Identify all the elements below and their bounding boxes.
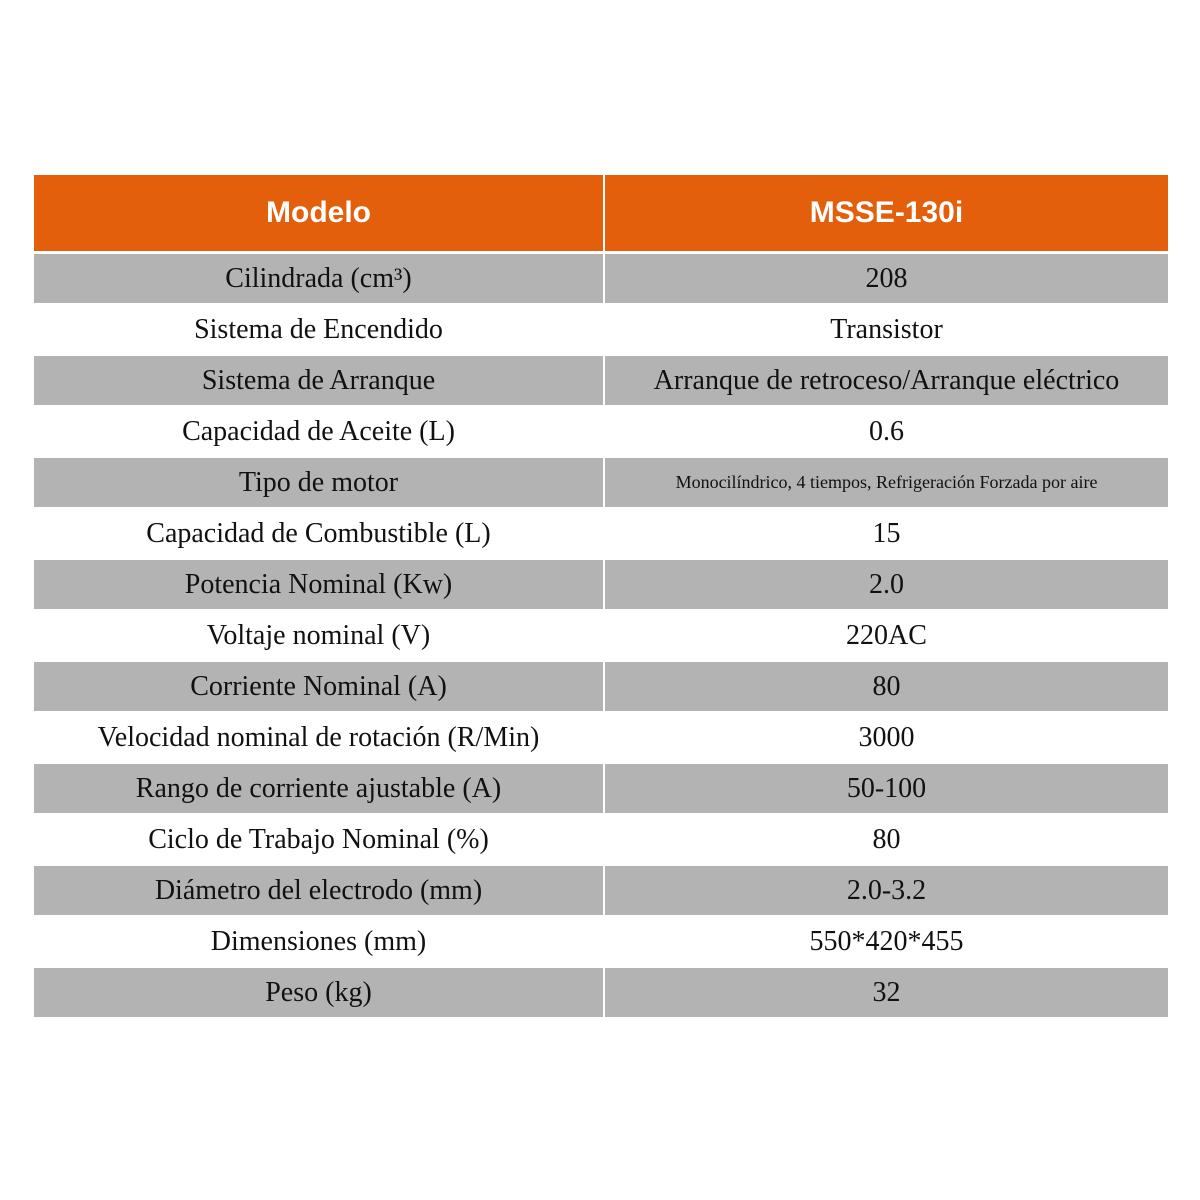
table-row [34,610,1168,661]
spec-table [34,175,1168,1017]
table-row [34,508,1168,559]
table-row [34,865,1168,916]
spec-value: 80 [604,814,1168,865]
spec-label: Capacidad de Combustible (L) [34,508,604,559]
spec-label: Voltaje nominal (V) [34,610,604,661]
table-row [34,916,1168,967]
spec-label: Tipo de motor [34,457,604,508]
spec-label: Sistema de Encendido [34,304,604,355]
spec-label: Capacidad de Aceite (L) [34,406,604,457]
spec-value: Transistor [604,304,1168,355]
table-row [34,304,1168,355]
spec-value: 15 [604,508,1168,559]
spec-value: 220AC [604,610,1168,661]
spec-value: 50-100 [604,763,1168,814]
spec-value: 80 [604,661,1168,712]
table-row [34,967,1168,1017]
table-row [34,661,1168,712]
spec-value: 2.0-3.2 [604,865,1168,916]
header-label: Modelo [34,175,604,253]
spec-label: Peso (kg) [34,967,604,1017]
spec-label: Potencia Nominal (Kw) [34,559,604,610]
table-row [34,253,1168,305]
spec-value: 208 [604,253,1168,305]
spec-label: Sistema de Arranque [34,355,604,406]
spec-label: Velocidad nominal de rotación (R/Min) [34,712,604,763]
table-row [34,406,1168,457]
table-row [34,763,1168,814]
spec-label: Dimensiones (mm) [34,916,604,967]
spec-label: Rango de corriente ajustable (A) [34,763,604,814]
table-row [34,559,1168,610]
header-model: MSSE-130i [604,175,1168,253]
table-row [34,814,1168,865]
spec-label: Corriente Nominal (A) [34,661,604,712]
spec-value: Arranque de retroceso/Arranque eléctrico [604,355,1168,406]
spec-value: 3000 [604,712,1168,763]
spec-value: 550*420*455 [604,916,1168,967]
spec-label: Ciclo de Trabajo Nominal (%) [34,814,604,865]
spec-value: 0.6 [604,406,1168,457]
spec-value: Monocilíndrico, 4 tiempos, Refrigeración Forzada por aire [604,457,1168,508]
spec-value: 2.0 [604,559,1168,610]
spec-value: 32 [604,967,1168,1017]
table-row [34,712,1168,763]
header-row [34,175,1168,253]
table-row [34,355,1168,406]
spec-label: Cilindrada (cm³) [34,253,604,305]
spec-label: Diámetro del electrodo (mm) [34,865,604,916]
table-row [34,457,1168,508]
